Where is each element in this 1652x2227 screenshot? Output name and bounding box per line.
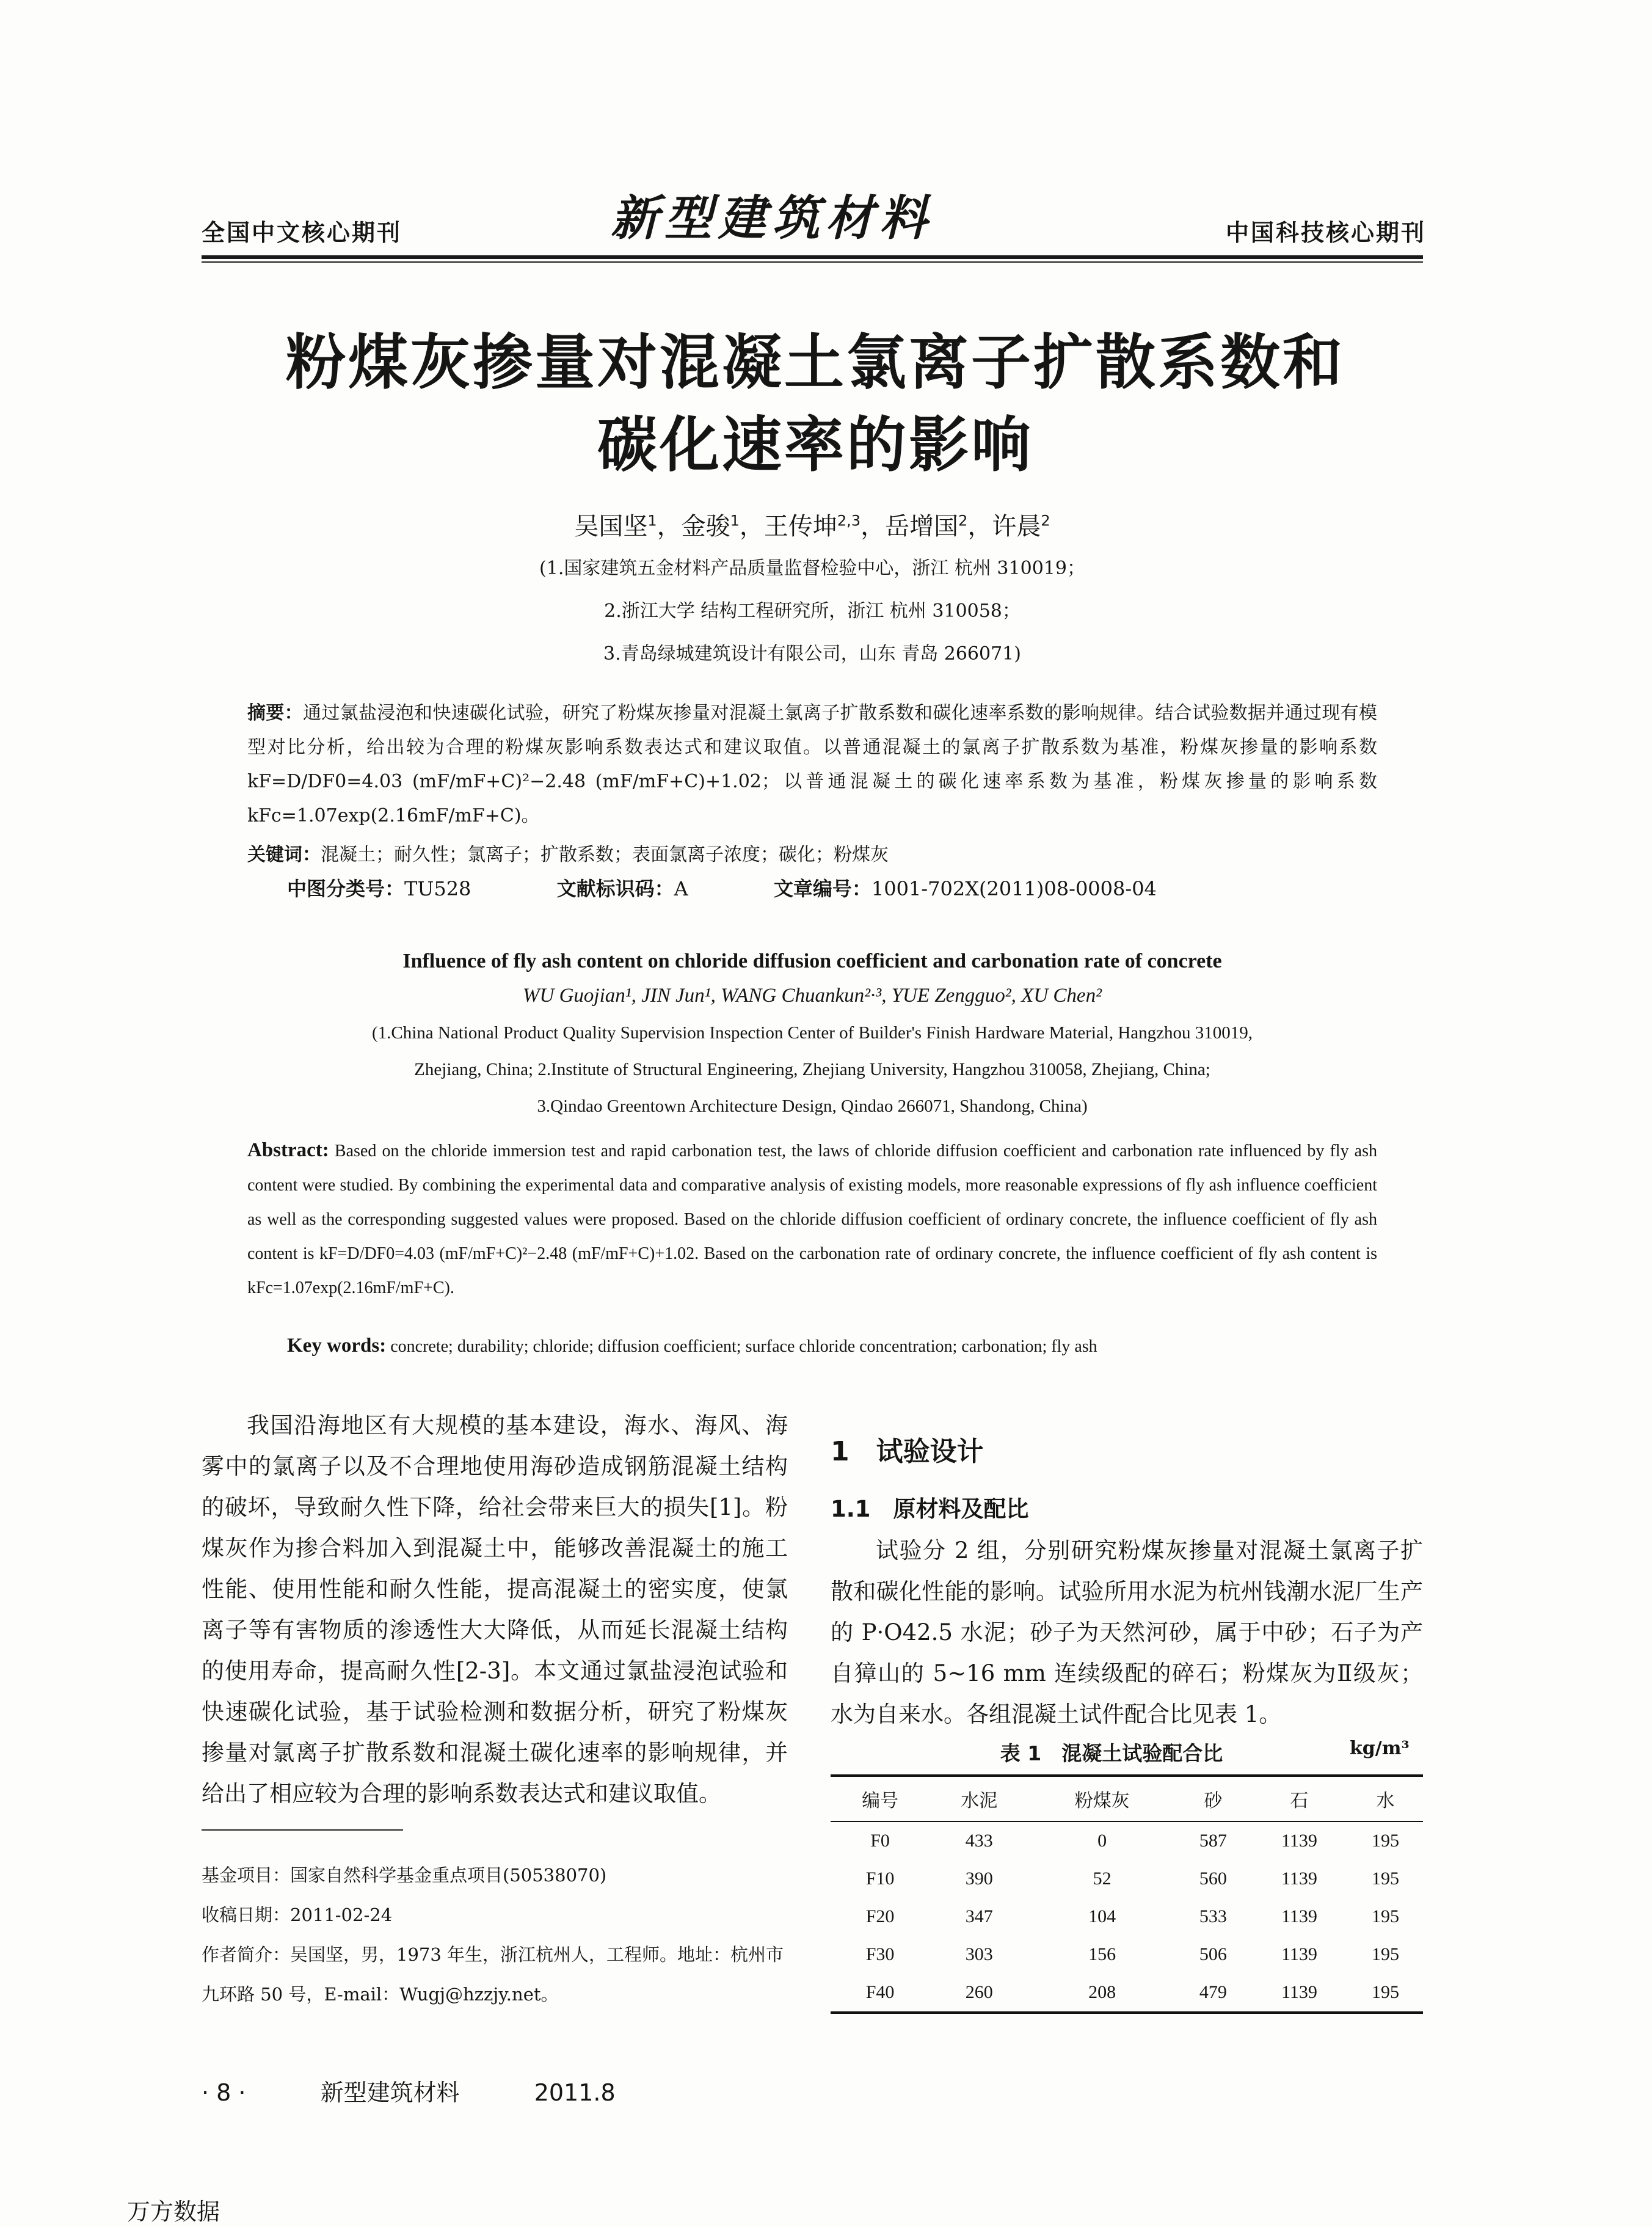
clc-number: TU528 [404,877,471,900]
keywords-cn [247,838,1377,872]
footnote-fund: 基金项目：国家自然科学基金重点项目(50538070) [202,1865,607,1886]
table-header-row [831,1776,1423,1821]
table-unit: kg/m³ [1350,1738,1410,1759]
author-name: 王传坤 [763,512,837,541]
table-header-cell: 石 [1251,1776,1348,1821]
article-number: 1001-702X(2011)08-0008-04 [871,877,1157,900]
english-affiliation-line: Zhejiang, China; 2.Institute of Structural Engineering, Zhejiang University, Hangzhou 310058, Zhejiang, China; [414,1060,1210,1079]
table-row: F20 347 104 533 1139 195 [865,1906,1400,1926]
table-header-cell: 水 [1348,1776,1423,1821]
header-divider-thin [202,261,1423,263]
paper-title-line-2: 碳化速率的影响 [597,410,1033,480]
english-authors: WU Guojian¹, JIN Jun¹, WANG Chuankun²·³, YUE Zengguo², XU Chen² [523,985,1102,1007]
page-number: · 8 · [202,2079,246,2106]
section-body [831,1530,1423,1735]
table-row: F30 303 156 506 1139 195 [865,1944,1400,1964]
header-divider [202,255,1423,259]
english-affiliation-line: 3.Qindao Greentown Architecture Design, Qindao 266071, Shandong, China) [537,1096,1088,1116]
mix-proportion-table [831,1774,1423,2014]
footnote-received: 收稿日期：2011-02-24 [202,1904,393,1925]
english-affiliation-line: (1.China National Product Quality Supervision Inspection Center of Builder's Finish Hardware Material, Hangzhou 310019, [371,1023,1253,1043]
abstract-cn-label: 摘要： [247,702,303,724]
page-footer [202,2074,683,2107]
document-code: A [674,877,688,900]
english-keywords-label: Key words: [287,1335,387,1357]
header-core-journal-tech: 中国科技核心期刊 [1225,219,1426,246]
footnote-author-address: 九环路 50 号，E-mail：Wugj@hzzjy.net。 [202,1984,559,2005]
table-header-cell: 粉煤灰 [1028,1776,1176,1821]
classification-line: 中图分类号：TU528 文献标识码：A 文章编号：1001-702X(2011)08-0008-04 [287,877,1157,900]
section-paragraph: 试验分 2 组，分别研究粉煤灰掺量对混凝土氯离子扩散和碳化性能的影响。试验所用水泥为杭州钱潮水泥厂生产的 P·O42.5 水泥；砂子为天然河砂，属于中砂；石子为产自獐山的 5~16 mm 连续级配的碎石；粉煤灰为Ⅱ级灰；水为自来水。各组混凝土试件配合比见表 1。 [831,1537,1423,1727]
english-abstract-text: Based on the chloride immersion test and rapid carbonation test, the laws of chloride diffusion coefficient and carbonation rate influenced by fly ash content were studied. By combining the experimental data and comparative analysis of existing models, more reasonable expressions of fly ash influence coefficient as well as the corresponding suggested values were proposed. Based on the chloride diffusion coefficient of ordinary concrete, the influence coefficient of fly ash content is kF=D/DF0=4.03 (mF/mF+C)²−2.48 (mF/mF+C)+1.02. Based on the carbonation rate of ordinary concrete, the influence coefficient of fly ash content is kFc=1.07exp(2.16mF/mF+C). [247,1142,1378,1297]
table-header-cell: 砂 [1176,1776,1251,1821]
table-row: F0 433 0 587 1139 195 [870,1831,1400,1851]
author-name: 吴国坚 [574,512,648,541]
table-caption: 表 1 混凝土试验配合比 [1000,1741,1223,1765]
english-abstract [247,1133,1377,1305]
affiliation-line: 3.青岛绿城建筑设计有限公司，山东 青岛 266071) [603,643,1021,665]
affiliation-line: (1.国家建筑五金材料产品质量监督检验中心，浙江 杭州 310019； [539,558,1085,579]
author-name: 金骏 [681,512,730,541]
footer-journal: 新型建筑材料 [320,2079,460,2106]
paper-title-line-1: 粉煤灰掺量对混凝土氯离子扩散系数和 [285,328,1345,398]
abstract-cn-text: 通过氯盐浸泡和快速碳化试验，研究了粉煤灰掺量对混凝土氯离子扩散系数和碳化速率系数的影响规律。结合试验数据并通过现有模型对比分析，给出较为合理的粉煤灰影响系数表达式和建议取值。以普通混凝土的氯离子扩散系数为基准，粉煤灰掺量的影响系数 k [247,702,1377,792]
keywords-cn-text: 混凝土；耐久性；氯离子；扩散系数；表面氯离子浓度；碳化；粉煤灰 [321,844,889,866]
abstract-cn-formula: F=D/DF0=4.03 (mF/mF+C)²−2.48 (mF/mF+C)+1.02；以普通混凝土的碳化速率系数为基准，粉煤灰掺量的影响系数 kFc=1.07exp(2.16mF/mF+C)。 [247,771,1377,826]
footnote-author: 作者简介：吴国坚，男，1973 年生，浙江杭州人，工程师。地址：杭州市 [202,1944,784,1965]
table-row: F10 390 52 560 1139 195 [865,1868,1400,1889]
watermark: 万方数据 [127,2198,220,2225]
table-row: F40 260 208 479 1139 195 [831,1974,1423,2013]
journal-logo: 新型建筑材料 [611,191,934,246]
table-header-cell: 编号 [831,1776,930,1821]
author-name: 许晨 [992,512,1041,541]
section-heading: 1 试验设计 [831,1436,984,1467]
english-title: Influence of fly ash content on chloride diffusion coefficient and carbonation rate of concrete [402,950,1222,972]
footnote-divider [202,1829,403,1831]
affiliation-line: 2.浙江大学 结构工程研究所，浙江 杭州 310058； [604,600,1021,622]
author-name: 岳增国 [885,512,959,541]
english-abstract-label: Abstract: [247,1139,329,1161]
table-header-cell: 水泥 [930,1776,1028,1821]
introduction-paragraph: 我国沿海地区有大规模的基本建设，海水、海风、海雾中的氯离子以及不合理地使用海砂造成钢筋混凝土结构的破坏，导致耐久性下降，给社会带来巨大的损失[1]。粉煤灰作为掺合料加入到混凝土中，能够改善混凝土的施工性能、使用性能和耐久性能，提高混凝土的密实度，使氯离子等有害物质的渗透性大大降低，从而延长混凝土结构的使用寿命，提高耐久性[2-3]。本文通过氯盐浸泡试验和快速碳化试验，基于试验检测和数据分析，研究了粉煤灰掺量对氯离子扩散系数和混凝土碳化速率的影响规律，并给出了相应较为合理的影响系数表达式和建议取值。 [202,1412,788,1807]
keywords-cn-label: 关键词： [247,844,321,866]
subsection-heading: 1.1 原材料及配比 [831,1496,1029,1522]
header-core-journal-cn: 全国中文核心期刊 [202,219,402,246]
english-keywords-text: concrete; durability; chloride; diffusion coefficient; surface chloride concentration; carbonation; fly ash [390,1337,1097,1356]
footer-issue: 2011.8 [534,2079,616,2106]
abstract-cn [247,696,1377,833]
author-list: 吴国坚$^1$，金骏$^1$，王传坤$^{2,3}$，岳增国$^2$，许晨$^2$ [574,512,1050,541]
english-keywords [287,1335,1097,1357]
introduction [202,1405,788,1814]
